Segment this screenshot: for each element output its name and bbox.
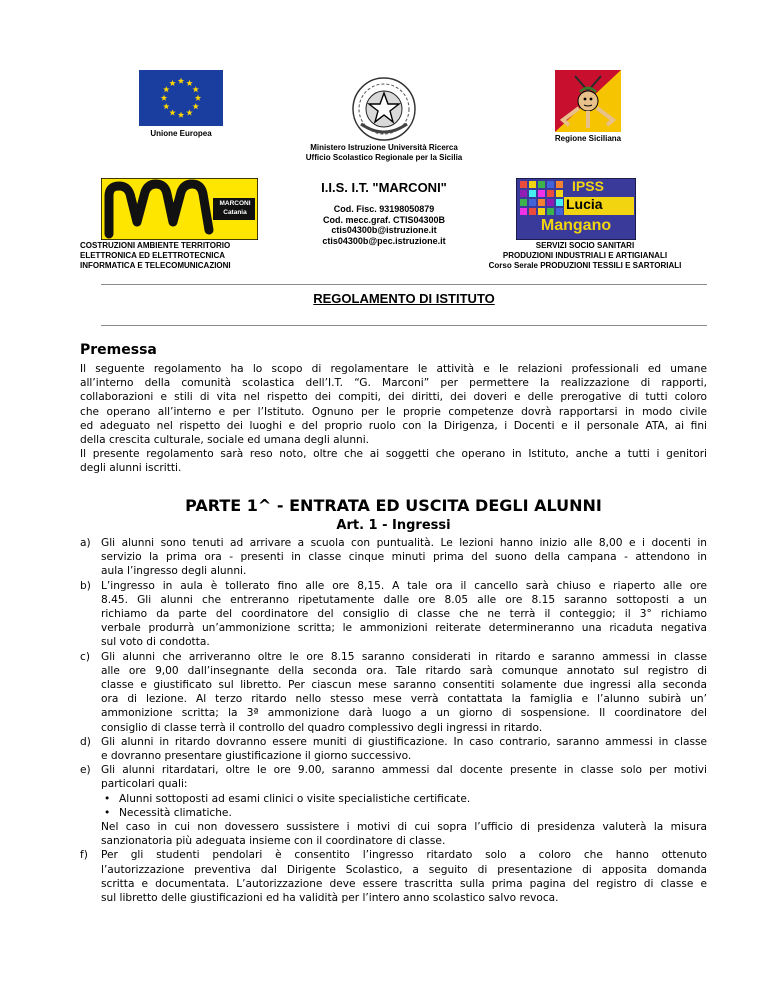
- school-pec: ctis04300b@pec.istruzione.it: [322, 235, 446, 246]
- list-item-line: ammonizione scritta; la 3ª ammonizione darà luogo a un giorno di sospensione. Il coordinatore del: [101, 707, 707, 720]
- premessa-heading: Premessa: [80, 342, 157, 358]
- ipss-logo-line-1: IPSS: [572, 178, 604, 194]
- list-item-line: L’ingresso in aula è tollerato fino alle ore 8,15. A tale ora il cancello sarà chiuso e riaperto alle ore: [101, 579, 707, 592]
- document-title: REGOLAMENTO DI ISTITUTO: [313, 291, 495, 306]
- list-item-line: e dovranno presentare giustificazione il giorno successivo.: [101, 750, 412, 762]
- list-item-line: consiglio di classe terrà il controllo del quadro complessivo degli ingressi in ritardo.: [101, 721, 543, 734]
- premessa-line: Il presente regolamento sarà reso noto, oltre che ai soggetti che operano in Istituto, anche a tutti i genitori: [80, 448, 707, 461]
- list-item-line: 8.45. Gli alunni che entreranno ripetutamente dalle ore 8.05 alle ore 8.15 saranno sottoposti a un: [101, 593, 707, 606]
- ministry-line-2: Ufficio Scolastico Regionale per la Sicilia: [305, 153, 463, 162]
- premessa-line: ed adeguato nel rispetto dei luoghi e del proprio ruolo con la Dirigenza, i Docenti e il personale ATA, ai fini: [80, 419, 707, 432]
- list-item-line: ora di lezione. Al terzo ritardo nello stesso mese verrà contattata la famiglia e l’alunno subirà un’: [101, 693, 707, 706]
- list-item-line: Gli alunni ritardatari, oltre le ore 9.00, saranno ammessi dal docente presente in classe solo per motivi: [101, 764, 707, 777]
- list-item-label: b): [80, 579, 91, 592]
- list-item-label: e): [80, 764, 91, 777]
- eu-label: Unione Europea: [150, 129, 212, 138]
- region-label: Regione Siciliana: [554, 134, 622, 143]
- list-item-line: Gli alunni in ritardo dovranno essere muniti di giustificazione. In caso contrario, saranno ammessi in classe: [101, 735, 707, 748]
- list-item-line: Per gli studenti pendolari è consentito l’ingresso ritardato solo a coloro che hanno ottenuto: [101, 849, 707, 862]
- marconi-logo-city: Catania: [223, 209, 247, 216]
- marconi-logo-text: MARCONI: [219, 200, 251, 207]
- list-item-line: l’autorizzazione preventiva dal Dirigente Scolastico, a seguito di presentazione di apposita domanda: [101, 863, 707, 876]
- premessa-line: degli alunni iscritti.: [80, 462, 182, 475]
- right-course-1: SERVIZI SOCIO SANITARI: [535, 241, 635, 250]
- list-item-line: sanzionatoria più adeguata insieme con il coordinatore di classe.: [101, 835, 446, 848]
- list-item-label: a): [80, 537, 91, 549]
- list-item-line: servizio la prima ora - presenti in classe cinque minuti prima del suono della campana - attendono in: [101, 551, 707, 564]
- article-heading: Art. 1 - Ingressi: [336, 518, 451, 533]
- left-course-1: COSTRUZIONI AMBIENTE TERRITORIO: [80, 241, 231, 250]
- bullet-item: Necessità climatiche.: [119, 806, 232, 819]
- list-item-line: sul libretto delle giustificazioni ed ha validità per l’intero anno scolastico salvo revoca.: [101, 892, 559, 904]
- list-item-line: Gli alunni sono tenuti ad arrivare a scuola con puntualità. Le lezioni hanno inizio alle 8,00 e i docenti in: [101, 537, 707, 549]
- premessa-line: Il seguente regolamento ha lo scopo di regolamentare le attività e le relazioni professionali ed umane: [80, 363, 707, 375]
- ipss-logo-line-2: Lucia: [566, 196, 603, 212]
- list-item-line: richiamo da parte del coordinatore del consiglio di classe che ne terrà il conteggio; il 3° richiamo: [101, 608, 707, 620]
- list-item-label: f): [80, 849, 88, 862]
- right-course-2: PRODUZIONI INDUSTRIALI E ARTIGIANALI: [502, 251, 668, 260]
- list-item-line: aula l’ingresso degli alunni.: [101, 565, 247, 578]
- ipss-logo-line-3: Mangano: [540, 217, 612, 234]
- school-code: Cod. mecc.graf. CTIS04300B: [322, 214, 446, 225]
- list-item-line: Nel caso in cui non dovessero sussistere i motivi di cui sopra l’ufficio di presidenza valuterà la misura: [101, 821, 707, 833]
- list-item-line: scritta e documentata. L’autorizzazione deve essere trascritta sulla prima pagina del registro di classe e: [101, 877, 707, 890]
- list-item-label: d): [80, 735, 91, 748]
- bullet-icon: •: [104, 792, 111, 805]
- school-name: I.I.S. I.T. "MARCONI": [321, 180, 447, 195]
- premessa-line: della crescita culturale, sociale ed umana degli alunni.: [80, 434, 370, 447]
- premessa-line: che operano all’interno e per l’Istituto. Ognuno per le proprie competenze dovrà rapportarsi in modo civile: [80, 405, 707, 418]
- left-course-2: ELETTRONICA ED ELETTROTECNICA: [80, 251, 226, 260]
- premessa-line: collaborazioni e stili di vita nel rispetto dei compiti, dei diritti, dei doveri e delle prerogative di tutti coloro: [80, 391, 707, 404]
- list-item-line: particolari quali:: [101, 778, 188, 791]
- left-course-3: INFORMATICA E TELECOMUNICAZIONI: [80, 261, 231, 270]
- list-item-label: c): [80, 650, 90, 663]
- bullet-item: Alunni sottoposti ad esami clinici o visite specialistiche certificate.: [119, 792, 471, 805]
- school-email: ctis04300b@istruzione.it: [331, 225, 437, 235]
- list-item-line: alle ore 9,00 dall’insegnante della seconda ora. Tale ritardo sarà comunque annotato sul registro di: [101, 664, 707, 677]
- premessa-line: all’interno della comunità scolastica dell’I.T. “G. Marconi” per permettere la realizzazione di rapporti,: [80, 377, 707, 390]
- list-item-line: sul voto di condotta.: [101, 636, 210, 649]
- right-course-3: Corso Serale PRODUZIONI TESSILI E SARTORIALI: [488, 261, 682, 270]
- ministry-line-1: Ministero Istruzione Università Ricerca: [310, 143, 458, 152]
- list-item-line: verbale produrrà un’ammonizione scritta; le ammonizioni reiterate determineranno una ricaduta negativa: [101, 622, 707, 635]
- bullet-icon: •: [104, 806, 111, 819]
- part-heading: PARTE 1^ - ENTRATA ED USCITA DEGLI ALUNNI: [185, 496, 602, 515]
- list-item-line: classe e giustificato sul libretto. Per ciascun mese saranno consentiti solamente due ingressi alla seconda: [101, 679, 707, 691]
- tax-code: Cod. Fisc. 93198050879: [333, 204, 435, 214]
- list-item-line: Gli alunni che arriveranno oltre le ore 8.15 saranno considerati in ritardo e saranno ammessi in classe: [101, 650, 707, 663]
